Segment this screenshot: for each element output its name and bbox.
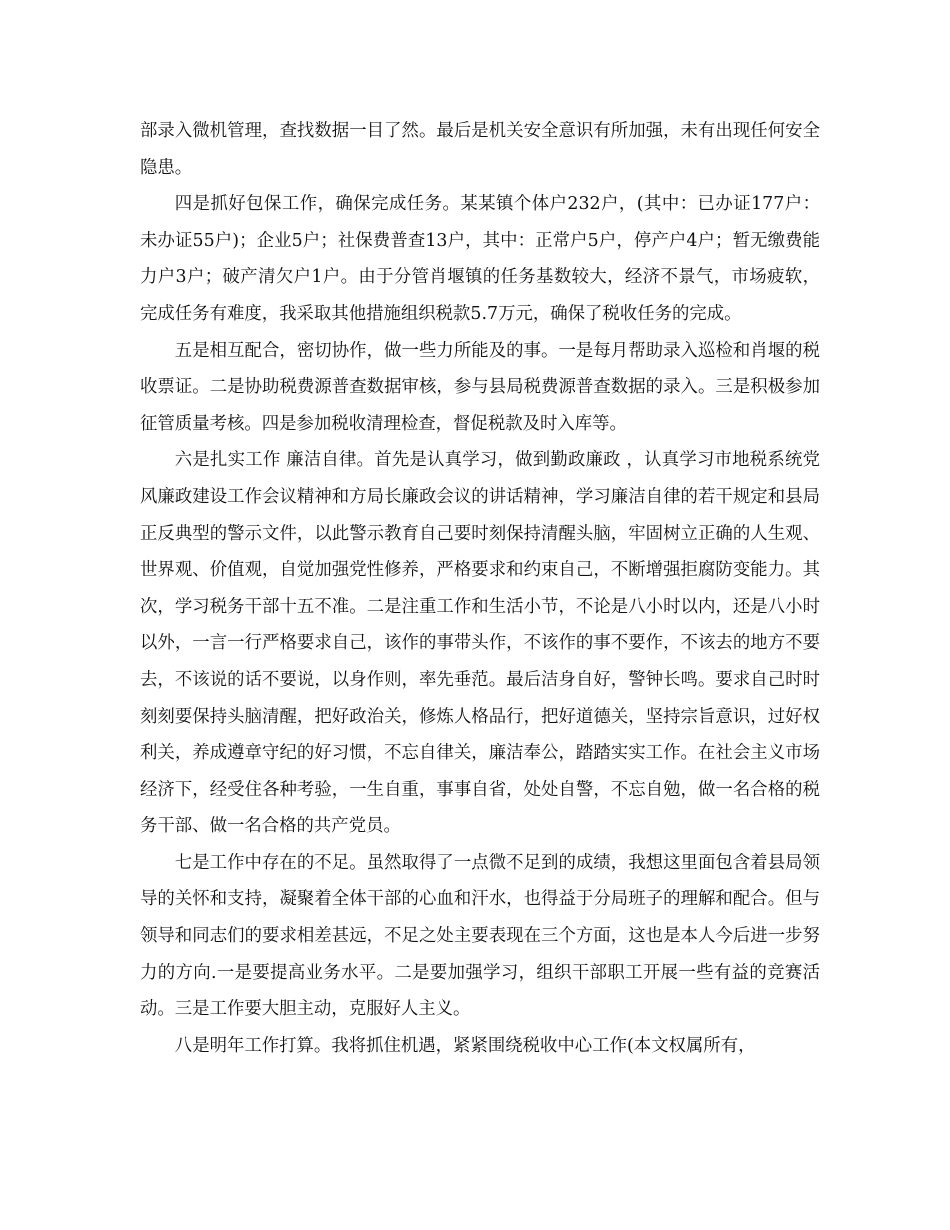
paragraph: 八是明年工作打算。我将抓住机遇，紧紧围绕税收中心工作(本文权属所有， — [174, 1035, 756, 1056]
paragraph: 六是扎实工作 廉洁自律。首先是认真学习，做到勤政廉政 ，认真学习市地税系统党风廉政建设工作会议精神和方局长廉政会议的讲话精神，学习廉洁自律的若干规定和县局正反典型的警示文件，以此警示教育自己要时刻保持清醒头脑，牢固树立正确的人生观、世界观、价值观，自觉加强党性修养，严格要求和约束自己，不断增强拒腐防变能力。其次，学习税务干部十五不准。二是注重工作和生活小节，不论是八小时以内，还是八小时以外，一言一行严格要求自己，该作的事带头作，不该作的事不要作，不该去的地方不要去，不该说的话不要说，以身作则，率先垂范。最后洁身自好，警钟长鸣。要求自己时时刻刻要保持头脑清醒，把好政治关，修炼人格品行，把好道德关，坚持宗旨意识，过好权利关，养成遵章守纪的好习惯，不忘自律关，廉洁奉公，踏踏实实工作。在社会主义市场经济下，经受住各种考验，一生自重，事事自省，处处自警，不忘自勉，做一名合格的税务干部、做一名合格的共产党员。 — [140, 450, 820, 837]
paragraph: 部录入微机管理，查找数据一目了然。最后是机关安全意识有所加强，未有出现任何安全隐患。 — [140, 121, 820, 178]
document-body — [140, 113, 820, 1064]
paragraph: 四是抓好包保工作，确保完成任务。某某镇个体户232户，(其中：已办证177户：未办证55户)；企业5户；社保费普查13户，其中：正常户5户，停产户4户；暂无缴费能力户3户；破产清欠户1户。由于分管肖堰镇的任务基数较大，经济不景气，市场疲软，完成任务有难度，我采取其他措施组织税款5.7万元，确保了税收任务的完成。 — [140, 194, 820, 324]
paragraph: 五是相互配合，密切协作，做一些力所能及的事。一是每月帮助录入巡检和肖堰的税收票证。二是协助税费源普查数据审核，参与县局税费源普查数据的录入。三是积极参加征管质量考核。四是参加税收清理检查，督促税款及时入库等。 — [140, 340, 820, 434]
paragraph: 七是工作中存在的不足。虽然取得了一点微不足到的成绩，我想这里面包含着县局领导的关怀和支持，凝聚着全体干部的心血和汗水，也得益于分局班子的理解和配合。但与领导和同志们的要求相差甚远，不足之处主要表现在三个方面，这也是本人今后进一步努力的方向.一是要提高业务水平。二是要加强学习，组织干部职工开展一些有益的竞赛活动。三是工作要大胆主动，克服好人主义。 — [140, 852, 820, 1020]
